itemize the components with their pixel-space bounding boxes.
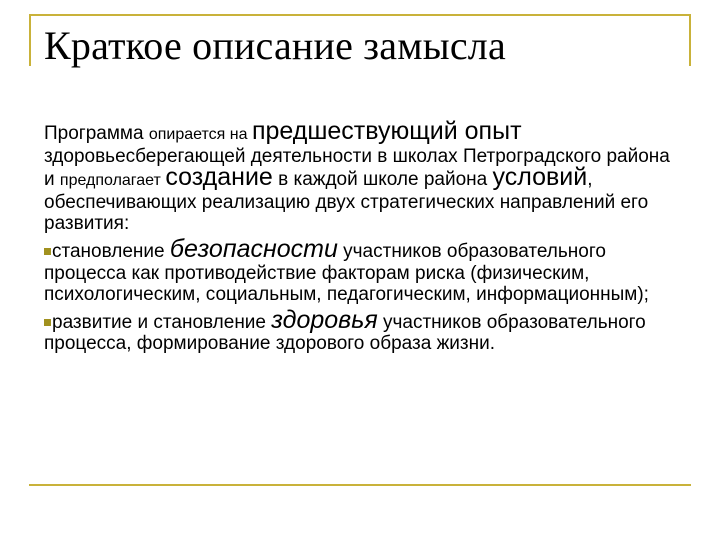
slide-body — [44, 117, 674, 359]
intro-part-9: , обеспечивающих реализацию двух стратегических направлений его развития: — [44, 169, 649, 235]
square-bullet-icon — [44, 319, 51, 326]
bullet1-part-c: участников образовательного процесса как противодействие факторам риска (физическим, психологическим, социальным, педагогическим, информационным); — [44, 240, 649, 306]
bullet2-part-a: развитие и становление — [52, 311, 272, 333]
bullet2-emphasis-health: здоровья — [271, 305, 378, 334]
intro-emphasis-experience: предшествующий опыт — [251, 117, 522, 145]
intro-emphasis-conditions: условий — [492, 163, 588, 192]
intro-part-4: здоровьесберегающей деятельности в школах Петроградского района и — [44, 145, 670, 191]
left-accent-line — [29, 14, 31, 66]
bullet-item-health — [44, 305, 674, 355]
bullet-item-safety — [44, 234, 674, 306]
intro-emphasis-creation: создание — [165, 163, 273, 192]
intro-part-2: опирается на — [148, 126, 252, 143]
intro-part-7: в каждой школе района — [272, 169, 493, 191]
square-bullet-icon — [44, 248, 51, 255]
bullet2-part-c: участников образовательного процесса, формирование здорового образа жизни. — [44, 311, 646, 355]
intro-part-1: Программа — [44, 123, 149, 144]
intro-part-5: предполагает — [59, 172, 166, 190]
top-divider — [29, 14, 691, 16]
bottom-divider — [29, 484, 691, 486]
right-accent-line — [689, 14, 691, 66]
intro-paragraph — [44, 117, 674, 235]
bullet1-emphasis-safety: безопасности — [169, 234, 338, 263]
bullet1-part-a: становление — [52, 240, 170, 262]
slide-title: Краткое описание замысла — [44, 23, 506, 68]
